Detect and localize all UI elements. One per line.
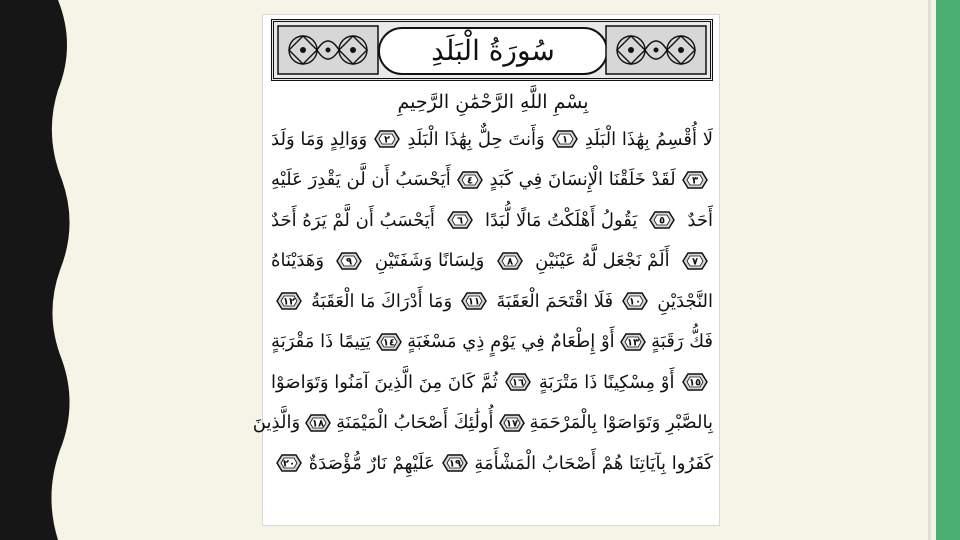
ayah-number: ١٥	[688, 377, 702, 389]
header-ornament-left	[278, 26, 378, 74]
right-divider-rule	[928, 0, 931, 540]
ayah-number: ٧	[691, 256, 699, 268]
right-accent-stripe	[936, 0, 960, 540]
ayah-number: ١١	[468, 296, 481, 308]
verse-line	[271, 119, 713, 160]
verse-text: ثُمَّ كَانَ مِنَ الَّذِينَ آمَنُوا وَتَوَاصَوْا	[271, 371, 498, 393]
ayah-number-marker	[273, 452, 305, 474]
verse-text: يَقُولُ أَهْلَكْتُ مَالًا لُّبَدًا	[484, 209, 638, 231]
ayah-number: ٤	[467, 175, 474, 187]
verse-text: وَلِسَانًا وَشَفَتَيْنِ	[374, 250, 485, 272]
mushaf-page	[252, 14, 720, 526]
verse-text: فَكُّ رَقَبَةٍ	[651, 331, 713, 353]
ayah-number-marker	[444, 209, 476, 231]
ayah-number: ٥	[659, 215, 666, 227]
verse-text: يَتِيمًا ذَا مَقْرَبَةٍ	[271, 331, 371, 353]
verse-text: عَلَيْهِمْ نَارٌ مُّؤْصَدَةٌ	[308, 452, 435, 474]
verse-text: فَلَا اقْتَحَمَ الْعَقَبَةَ	[496, 290, 614, 312]
header-ornament-right	[606, 26, 706, 74]
verse-text: أَوْ إِطْعَامٌ فِي يَوْمٍ ذِي مَسْغَبَةٍ	[407, 331, 615, 353]
basmala: بِسْمِ اللَّهِ الرَّحْمَٰنِ الرَّحِيمِ	[397, 91, 589, 113]
ayah-number: ١٣	[626, 337, 639, 349]
verse-text: وَالَّذِينَ	[252, 412, 301, 434]
ayah-number-marker	[302, 412, 334, 434]
ayah-number: ١٢	[282, 296, 296, 308]
ayah-number: ١٧	[505, 418, 518, 430]
ayah-number-marker	[273, 290, 305, 312]
left-decorative-band	[0, 0, 78, 540]
verse-text: النَّجْدَيْنِ	[657, 290, 713, 312]
ayah-number-marker	[458, 290, 490, 312]
ayah-number-marker	[494, 250, 526, 272]
ayah-number-marker	[373, 331, 405, 353]
ayah-number-marker	[679, 169, 711, 191]
ayah-number: ١٨	[312, 418, 325, 430]
verse-lines	[252, 119, 713, 484]
verse-text: وَوَالِدٍ وَمَا وَلَدَ	[271, 128, 368, 150]
surah-header	[271, 19, 713, 81]
ayah-number: ١٦	[512, 377, 525, 389]
verse-text: وَهَدَيْنَاهُ	[271, 250, 325, 272]
ayah-number-marker	[646, 209, 678, 231]
ayah-number-marker	[679, 250, 711, 272]
verse-line	[271, 241, 713, 282]
verse-text: أَحَدٌ	[687, 209, 713, 231]
verse-text: أَيَحْسَبُ أَن لَّمْ يَرَهُ أَحَدٌ	[271, 209, 435, 231]
ayah-number: ٢	[384, 134, 391, 146]
verse-text: أَوْ مِسْكِينًا ذَا مَتْرَبَةٍ	[538, 371, 675, 393]
ayah-number: ١٠	[629, 296, 642, 308]
ayah-number: ١٤	[382, 337, 395, 349]
ayah-number: ٩	[346, 256, 353, 268]
surah-title-cartouche	[378, 27, 608, 75]
ayah-number-marker	[333, 250, 365, 272]
verse-line	[271, 322, 713, 363]
verse-text: وَأَنتَ حِلٌّ بِهَٰذَا الْبَلَدِ	[407, 128, 545, 150]
ayah-number-marker	[617, 331, 649, 353]
verse-text: أَلَمْ نَجْعَل لَّهُ عَيْنَيْنِ	[535, 250, 670, 272]
ayah-number-marker	[549, 128, 581, 150]
ayah-number-marker	[439, 452, 471, 474]
ayah-number-marker	[679, 371, 711, 393]
verse-text: لَقَدْ خَلَقْنَا الْإِنسَانَ فِي كَبَدٍ	[489, 169, 676, 191]
ayah-number-marker	[371, 128, 403, 150]
verse-text: أُولَٰئِكَ أَصْحَابُ الْمَيْمَنَةِ	[336, 412, 494, 434]
verse-text: وَمَا أَدْرَاكَ مَا الْعَقَبَةُ	[311, 290, 453, 312]
ayah-number: ١	[561, 134, 568, 146]
verse-line	[271, 443, 713, 484]
verse-line	[271, 362, 713, 403]
verse-text: بِالصَّبْرِ وَتَوَاصَوْا بِالْمَرْحَمَةِ	[529, 412, 713, 434]
verse-text: لَا أُقْسِمُ بِهَٰذَا الْبَلَدِ	[584, 128, 713, 150]
verse-line	[271, 281, 713, 322]
ayah-number: ٢٠	[282, 458, 296, 470]
ayah-number-marker	[502, 371, 534, 393]
verse-line	[271, 200, 713, 241]
ayah-number-marker	[454, 169, 486, 191]
ayah-number-marker	[496, 412, 528, 434]
ayah-number-marker	[619, 290, 651, 312]
ayah-number: ٣	[691, 175, 699, 187]
ayah-number: ٦	[456, 215, 463, 227]
ayah-number: ١٩	[448, 458, 461, 470]
verse-text: كَفَرُوا بِآيَاتِنَا هُمْ أَصْحَابُ الْمَشْأَمَةِ	[474, 452, 713, 474]
verse-line	[252, 403, 713, 444]
ayah-number: ٨	[506, 256, 513, 268]
verse-line	[271, 160, 713, 201]
surah-title: سُورَةُ الْبَلَدِ	[431, 34, 555, 67]
verse-text: أَيَحْسَبُ أَن لَّن يَقْدِرَ عَلَيْهِ	[271, 169, 451, 191]
